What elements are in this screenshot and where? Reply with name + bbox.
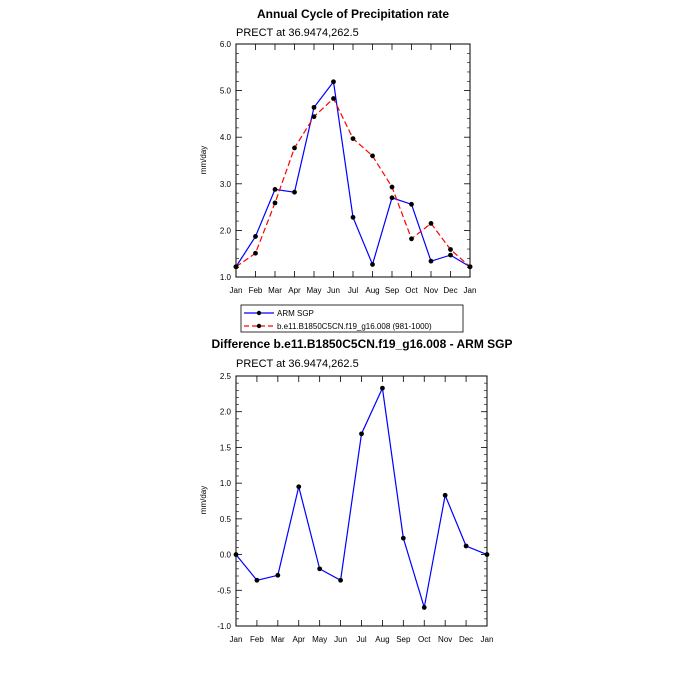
- chart1-series-1-line: [236, 82, 470, 267]
- chart1-xtick-label: Jan: [229, 286, 243, 295]
- chart1-series-2-point: [390, 185, 395, 190]
- chart1-series-1-point: [351, 215, 356, 220]
- chart2-xtick-label: Nov: [438, 635, 453, 644]
- chart2-xtick-label: Jan: [229, 635, 243, 644]
- chart1-series-1-point: [448, 253, 453, 258]
- chart1-ytick-label: 1.0: [219, 273, 231, 282]
- chart2-series-1-line: [236, 388, 487, 607]
- legend-marker-model: [257, 324, 261, 328]
- chart2-series-1-point: [255, 578, 260, 583]
- chart2-xtick-label: Mar: [270, 635, 285, 644]
- chart2-xtick-label: Apr: [292, 635, 305, 644]
- chart2-series-1-point: [296, 484, 301, 489]
- chart2-series-1-point: [422, 605, 427, 610]
- chart1-xtick-label: Mar: [268, 286, 282, 295]
- chart1-series-1-point: [390, 195, 395, 200]
- chart1-xtick-label: May: [306, 286, 322, 295]
- chart1-plot-area: [220, 40, 477, 295]
- chart2-series-1-point: [401, 536, 406, 541]
- chart2-series-1-point: [317, 566, 322, 571]
- chart2-xtick-label: Aug: [375, 635, 390, 644]
- chart2-series-1-point: [464, 544, 469, 549]
- chart1-series-2-point: [331, 96, 336, 101]
- chart2-series-1-point: [380, 386, 385, 391]
- chart1-xtick-label: Jul: [347, 286, 359, 295]
- chart1-series-1-point: [292, 190, 297, 195]
- chart1-series-2-point: [448, 247, 453, 252]
- chart2-ytick-label: 1.5: [219, 443, 231, 453]
- chart2-frame: [236, 376, 487, 626]
- chart1-xtick-label: Jan: [463, 286, 477, 295]
- legend-label-model: b.e11.B1850C5CN.f19_g16.008 (981-1000): [277, 322, 432, 331]
- chart1-xtick-label: Sep: [384, 286, 400, 295]
- chart1-title: Annual Cycle of Precipitation rate: [256, 7, 450, 21]
- chart2-ytick-label: 1.0: [219, 479, 231, 489]
- chart1-series-1-point: [273, 187, 278, 192]
- chart2-title: Difference b.e11.B1850C5CN.f19_g16.008 - ARM SGP: [211, 337, 513, 351]
- legend-label-arm: ARM SGP: [277, 309, 314, 318]
- chart1-xtick-label: Apr: [288, 286, 301, 295]
- chart1-ytick-label: 4.0: [219, 133, 231, 143]
- chart1-xtick-label: Nov: [423, 286, 439, 295]
- chart1-y-axis-label: mm/day: [199, 145, 208, 175]
- chart1-series-1-point: [331, 79, 336, 84]
- chart1-ytick-label: 2.0: [219, 226, 231, 236]
- chart1-series-2-point: [273, 201, 278, 206]
- chart1-ytick-label: 6.0: [219, 40, 231, 49]
- chart1-series-2-point: [234, 264, 239, 269]
- chart2-ytick-label: 0.5: [219, 514, 231, 524]
- chart2-xtick-label: Dec: [458, 635, 474, 644]
- chart1-series-2-point: [292, 146, 297, 151]
- chart1-ytick-label: 3.0: [219, 179, 231, 189]
- chart2-subtitle: PRECT at 36.9474,262.5: [236, 358, 359, 370]
- chart2-ytick-label: -1.0: [217, 622, 231, 631]
- chart1-series-1-point: [429, 259, 434, 264]
- chart2-ytick-label: 0.0: [219, 550, 231, 560]
- chart1-series-2-point: [370, 153, 375, 158]
- chart2-xtick-label: Jul: [356, 635, 367, 644]
- chart1-subtitle: PRECT at 36.9474,262.5: [236, 27, 359, 39]
- legend-marker-arm: [257, 311, 261, 315]
- chart1-series-2-point: [409, 236, 414, 241]
- chart1-series-2-point: [429, 221, 434, 226]
- chart1-xtick-label: Aug: [365, 286, 380, 295]
- chart2-series-1-point: [275, 573, 280, 578]
- chart1-xtick-label: Feb: [248, 286, 263, 295]
- chart2-ytick-label: 2.0: [219, 407, 231, 417]
- chart2-series-1-point: [443, 493, 448, 498]
- chart2-xtick-label: Jun: [334, 635, 348, 644]
- chart2-xtick-label: May: [312, 635, 328, 644]
- chart1-series-2-point: [468, 264, 473, 269]
- chart1-series-2-point: [351, 136, 356, 141]
- chart2-xtick-label: Jan: [480, 635, 494, 644]
- chart1-xtick-label: Jun: [327, 286, 340, 295]
- chart1-xtick-label: Dec: [443, 286, 458, 295]
- chart1-series-2-line: [236, 99, 470, 267]
- chart1-series-2-point: [253, 251, 258, 256]
- chart1-xtick-label: Oct: [405, 286, 418, 295]
- chart2-series-1-point: [485, 552, 490, 557]
- chart2-series-1-point: [359, 431, 364, 436]
- chart2-xtick-label: Feb: [250, 635, 264, 644]
- chart2-series-1-point: [338, 578, 343, 583]
- chart1-frame: [236, 44, 470, 277]
- chart1-series-1-point: [312, 105, 317, 110]
- chart2-ytick-label: 2.5: [219, 372, 231, 381]
- chart2-series-1-point: [234, 552, 239, 557]
- chart1-legend: [241, 305, 463, 332]
- chart2-y-axis-label: mm/day: [199, 485, 208, 515]
- chart1-series-1-point: [409, 202, 414, 207]
- chart2-xtick-label: Oct: [418, 635, 431, 644]
- chart1-ytick-label: 5.0: [219, 86, 231, 96]
- chart2-ytick-label: -0.5: [217, 586, 231, 596]
- chart1-series-1-point: [253, 234, 258, 239]
- chart2-xtick-label: Sep: [396, 635, 411, 644]
- chart1-series-2-point: [312, 114, 317, 119]
- chart2-plot-area: [217, 372, 493, 644]
- chart1-series-1-point: [370, 262, 375, 267]
